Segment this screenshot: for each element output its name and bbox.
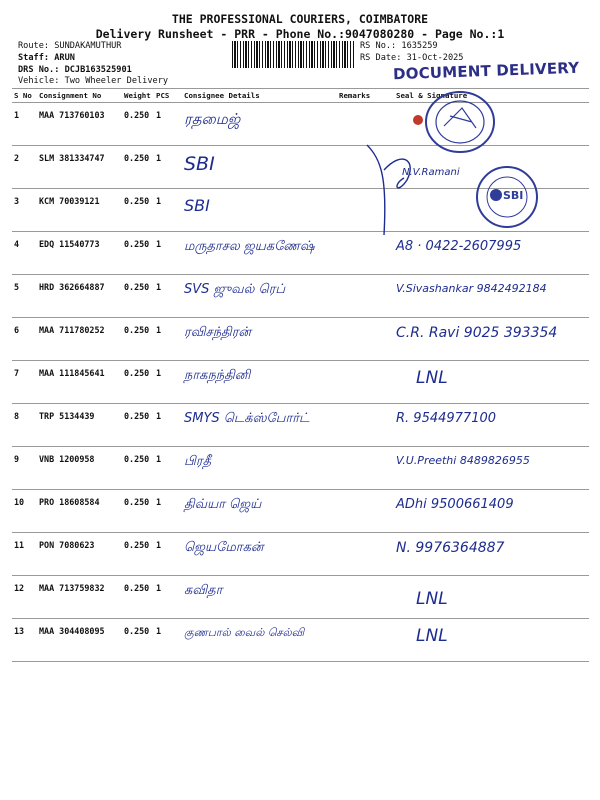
pcs: 1 xyxy=(154,275,182,318)
sno: 10 xyxy=(12,490,37,533)
table-row xyxy=(12,404,589,447)
signature: ADhi 9500661409 xyxy=(396,497,514,512)
signature: V.Sivashankar 9842492184 xyxy=(396,282,547,295)
weight: 0.250 xyxy=(122,404,154,447)
consignment-no: VNB 1200958 xyxy=(37,447,122,490)
weight: 0.250 xyxy=(122,619,154,662)
remarks xyxy=(337,275,394,318)
sno: 11 xyxy=(12,533,37,576)
signature: A8 · 0422-2607995 xyxy=(396,239,522,254)
pcs: 1 xyxy=(154,318,182,361)
col-remarks: Remarks xyxy=(337,89,394,103)
weight: 0.250 xyxy=(122,146,154,189)
signature: LNL xyxy=(416,368,448,388)
consignment-no: PRO 18608584 xyxy=(37,490,122,533)
remarks xyxy=(337,619,394,662)
vehicle-label: Vehicle: Two Wheeler Delivery xyxy=(18,76,169,86)
table-row xyxy=(12,232,589,275)
table-row xyxy=(12,275,589,318)
remarks xyxy=(337,490,394,533)
col-consignment: Consignment No xyxy=(37,89,122,103)
pcs: 1 xyxy=(154,447,182,490)
consignment-no: TRP 5134439 xyxy=(37,404,122,447)
consignee-name: ஜெயமோகன் xyxy=(184,540,264,555)
col-consignee: Consignee Details xyxy=(182,89,337,103)
remarks xyxy=(337,533,394,576)
pcs: 1 xyxy=(154,533,182,576)
col-signature: Seal & Signature xyxy=(394,89,589,103)
consignee-name: மருதாசல ஜயகணேஷ் xyxy=(184,239,315,254)
weight: 0.250 xyxy=(122,576,154,619)
sno: 3 xyxy=(12,189,37,232)
weight: 0.250 xyxy=(122,447,154,490)
weight: 0.250 xyxy=(122,490,154,533)
remarks xyxy=(337,361,394,404)
sno: 13 xyxy=(12,619,37,662)
staff-label: Staff: ARUN xyxy=(18,53,75,63)
pcs: 1 xyxy=(154,576,182,619)
table-header-row xyxy=(12,89,589,103)
pcs: 1 xyxy=(154,619,182,662)
signature: R. 9544977100 xyxy=(396,411,497,426)
table-row xyxy=(12,576,589,619)
sno: 9 xyxy=(12,447,37,490)
weight: 0.250 xyxy=(122,275,154,318)
remarks xyxy=(337,576,394,619)
signature: C.R. Ravi 9025 393354 xyxy=(396,325,558,341)
consignee-name: SVS ஜுவல் ரெப் xyxy=(184,282,285,297)
consignment-no: MAA 713759832 xyxy=(37,576,122,619)
company-title: THE PROFESSIONAL COURIERS, COIMBATORE xyxy=(171,12,429,26)
document-delivery-stamp: DOCUMENT DELIVERY xyxy=(392,58,580,84)
signature: LNL xyxy=(416,626,448,646)
seal-sbi-text: SBI xyxy=(503,189,524,202)
weight: 0.250 xyxy=(122,232,154,275)
consignment-no: MAA 304408095 xyxy=(37,619,122,662)
consignee-name: ரவிசந்திரன் xyxy=(184,325,252,340)
consignee-name: SBI xyxy=(184,196,210,215)
pcs: 1 xyxy=(154,146,182,189)
sno: 5 xyxy=(12,275,37,318)
sbi-seal xyxy=(474,164,540,230)
consignment-no: KCM 70039121 xyxy=(37,189,122,232)
pcs: 1 xyxy=(154,103,182,146)
table-row xyxy=(12,361,589,404)
sno: 8 xyxy=(12,404,37,447)
table-row xyxy=(12,490,589,533)
consignee-name: குணபால் வைல் செல்வி xyxy=(184,626,305,639)
weight: 0.250 xyxy=(122,361,154,404)
sno: 6 xyxy=(12,318,37,361)
consignment-no: HRD 362664887 xyxy=(37,275,122,318)
signature: N. 9976364887 xyxy=(396,540,505,556)
pcs: 1 xyxy=(154,232,182,275)
signature: LNL xyxy=(416,589,448,609)
pcs: 1 xyxy=(154,361,182,404)
consignee-name: ரதமைஜ் xyxy=(184,110,241,128)
consignee-name: SMYS டெக்ஸ்போர்ட் xyxy=(184,411,310,426)
signature: V.U.Preethi 8489826955 xyxy=(396,454,530,467)
weight: 0.250 xyxy=(122,318,154,361)
consignee-name: திவ்யா ஜெய் xyxy=(184,497,262,512)
weight: 0.250 xyxy=(122,533,154,576)
table-row xyxy=(12,318,589,361)
signature-scribble xyxy=(362,140,422,240)
sno: 7 xyxy=(12,361,37,404)
consignment-no: MAA 111845641 xyxy=(37,361,122,404)
col-sno: S No xyxy=(12,89,37,103)
rs-date: RS Date: 31-Oct-2025 xyxy=(360,53,464,63)
weight: 0.250 xyxy=(122,103,154,146)
weight: 0.250 xyxy=(122,189,154,232)
consignment-no: PON 7080623 xyxy=(37,533,122,576)
consignment-no: SLM 381334747 xyxy=(37,146,122,189)
runsheet-title: Delivery Runsheet - PRR - Phone No.:9047080280 - Page No.:1 xyxy=(95,27,505,41)
table-row xyxy=(12,103,589,146)
table-row xyxy=(12,447,589,490)
route-label: Route: SUNDAKAMUTHUR xyxy=(18,41,122,51)
rs-number: RS No.: 1635259 xyxy=(360,41,438,51)
remarks xyxy=(337,447,394,490)
sno: 12 xyxy=(12,576,37,619)
sno: 1 xyxy=(12,103,37,146)
consignment-no: MAA 713760103 xyxy=(37,103,122,146)
col-pcs: PCS xyxy=(154,89,182,103)
remarks xyxy=(337,404,394,447)
remarks xyxy=(337,318,394,361)
consignee-name: கவிதா xyxy=(184,583,223,598)
pcs: 1 xyxy=(154,189,182,232)
consignee-name: SBI xyxy=(184,153,215,175)
consignee-name: நாகநந்தினி xyxy=(184,368,251,383)
sno: 4 xyxy=(12,232,37,275)
pcs: 1 xyxy=(154,490,182,533)
pcs: 1 xyxy=(154,404,182,447)
barcode xyxy=(232,41,354,68)
sno: 2 xyxy=(12,146,37,189)
drs-label: DRS No.: DCJB163525901 xyxy=(18,65,132,75)
table-row xyxy=(12,533,589,576)
table-row xyxy=(12,619,589,662)
consignment-no: MAA 711780252 xyxy=(37,318,122,361)
col-weight: Weight xyxy=(122,89,154,103)
consignee-name: பிரதீ xyxy=(184,454,212,469)
signature: N.V.Ramani xyxy=(402,167,460,178)
consignment-no: EDQ 11540773 xyxy=(37,232,122,275)
